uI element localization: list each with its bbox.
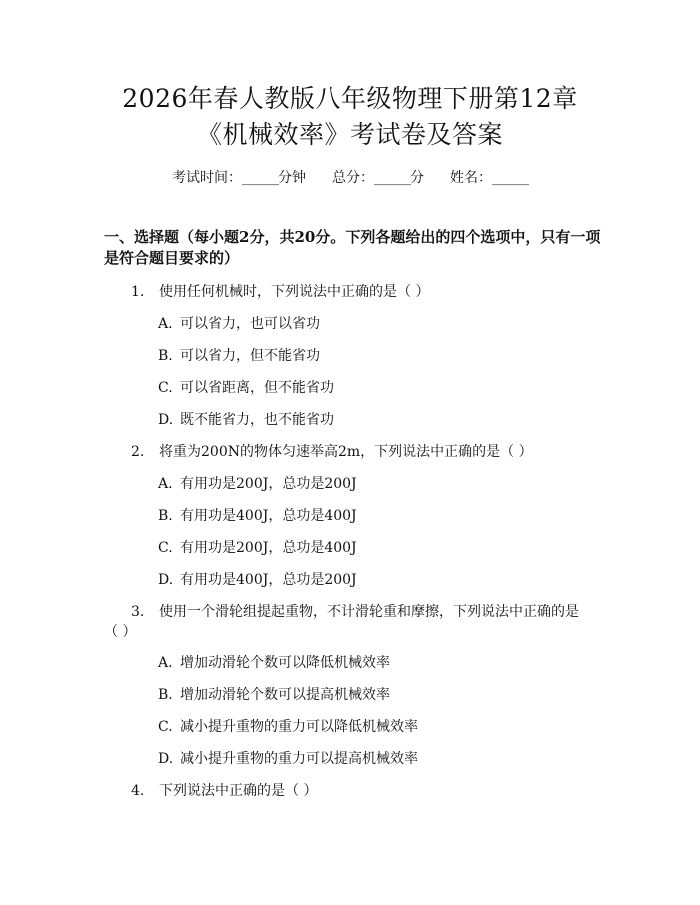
question-3-option-b: B. 增加动滑轮个数可以提高机械效率 <box>158 687 390 703</box>
question-3-option-a: A. 增加动滑轮个数可以降低机械效率 <box>158 655 390 671</box>
student-name-label: 姓名： <box>450 170 492 186</box>
question-3-text-continued: （ ） <box>104 624 137 640</box>
question-text: 使用任何机械时，下列说法中正确的是（ ） <box>159 284 430 300</box>
document-title-line-2: 《机械效率》考试卷及答案 <box>196 120 503 149</box>
question-number: 3. <box>131 604 145 620</box>
document-title-line-1: 2026年春人教版八年级物理下册第12章 <box>122 84 578 113</box>
question-3-option-d: D. 减小提升重物的重力可以提高机械效率 <box>158 751 418 767</box>
total-score-unit: 分 <box>410 170 424 186</box>
question-number: 4. <box>131 783 145 799</box>
question-2-option-b: B. 有用功是400J，总功是400J <box>158 508 357 524</box>
question-text: 使用一个滑轮组提起重物，不计滑轮重和摩擦，下列说法中正确的是 <box>159 604 579 620</box>
question-number: 2. <box>131 444 145 460</box>
total-score-blank: ______ <box>374 170 410 186</box>
question-text: 下列说法中正确的是（ ） <box>159 783 318 799</box>
total-score-label: 总分： <box>332 170 374 186</box>
exam-time-unit: 分钟 <box>278 170 306 186</box>
section-heading-multiple-choice: 一、选择题（每小题2分，共20分。下列各题给出的四个选项中，只有一项是符合题目要求的） <box>104 228 601 267</box>
question-number: 1. <box>131 284 145 300</box>
question-1-option-c: C. 可以省距离，但不能省功 <box>158 380 334 396</box>
question-3 <box>131 602 591 622</box>
student-name-blank: ______ <box>492 170 528 186</box>
question-1 <box>131 282 429 302</box>
exam-info-line <box>0 168 700 188</box>
question-3-option-c: C. 减小提升重物的重力可以降低机械效率 <box>158 719 418 735</box>
question-2-option-c: C. 有用功是200J，总功是400J <box>158 540 357 556</box>
question-1-option-b: B. 可以省力，但不能省功 <box>158 348 320 364</box>
question-2-option-d: D. 有用功是400J，总功是200J <box>158 572 357 588</box>
question-1-option-a: A. 可以省力，也可以省功 <box>158 316 320 332</box>
exam-time-blank: ______ <box>242 170 278 186</box>
question-1-option-d: D. 既不能省力，也不能省功 <box>158 412 334 428</box>
question-2-option-a: A. 有用功是200J，总功是200J <box>158 476 357 492</box>
question-text: 将重为200N的物体匀速举高2m，下列说法中正确的是（ ） <box>159 444 533 460</box>
exam-time-label: 考试时间： <box>172 170 242 186</box>
question-4 <box>131 781 317 801</box>
question-2 <box>131 442 533 462</box>
